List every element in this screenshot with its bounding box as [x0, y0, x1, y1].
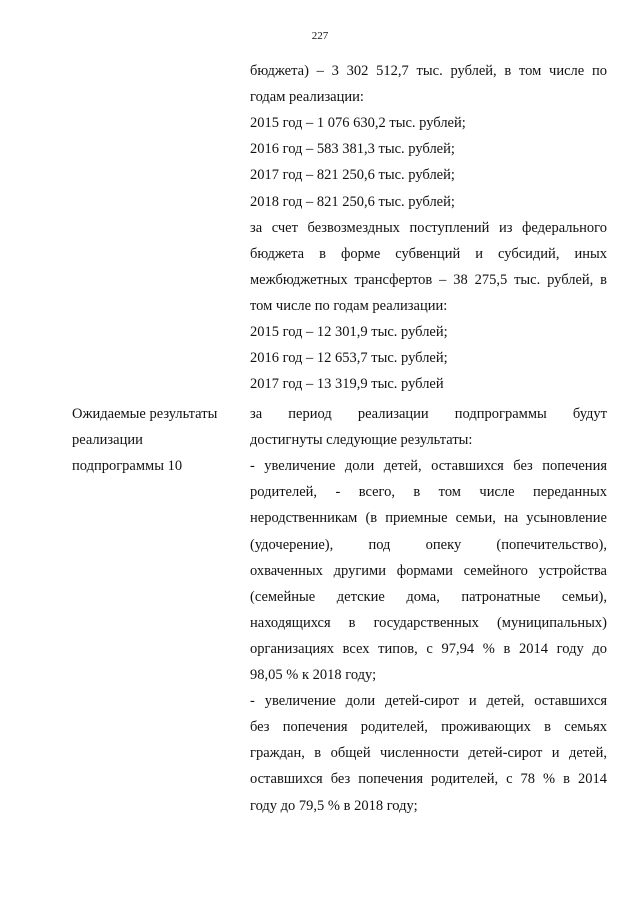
results-line: находящихся в государственных (муниципальных) — [250, 614, 607, 631]
results-label-line: Ожидаемые результаты — [72, 406, 218, 422]
funding-line: бюджета в форме субвенций и субсидий, иных — [250, 245, 607, 262]
funding-line: годам реализации: — [250, 89, 364, 106]
results-line: достигнуты следующие результаты: — [250, 432, 473, 449]
funding-line: 2017 год – 13 319,9 тыс. рублей — [250, 376, 444, 393]
results-line: организациях всех типов, с 97,94 % в 2014 году до — [250, 640, 607, 657]
results-line: (семейные детские дома, патронатные семьи), — [250, 588, 607, 605]
results-label-line: реализации — [72, 432, 143, 449]
page-number: 227 — [311, 30, 329, 42]
results-line: - увеличение доли детей-сирот и детей, оставшихся — [250, 693, 607, 710]
funding-line: межбюджетных трансфертов – 38 275,5 тыс. рублей, в — [250, 271, 607, 288]
results-line: без попечения родителей, проживающих в семьях — [250, 719, 607, 736]
results-line: охваченных другими формами семейного устройства — [250, 562, 607, 579]
results-line: за период реализации подпрограммы будут — [250, 406, 607, 422]
funding-line: 2015 год – 1 076 630,2 тыс. рублей; — [250, 115, 466, 132]
results-line: оставшихся без попечения родителей, с 78 % в 2014 — [250, 771, 607, 788]
results-label-line: подпрограммы 10 — [72, 458, 183, 475]
funding-line: том числе по годам реализации: — [250, 297, 448, 314]
funding-line: 2018 год – 821 250,6 тыс. рублей; — [250, 193, 455, 210]
funding-line: бюджета) – 3 302 512,7 тыс. рублей, в том числе по — [250, 63, 607, 79]
results-line: году до 79,5 % в 2018 году; — [250, 797, 418, 814]
funding-line: 2016 год – 12 653,7 тыс. рублей; — [250, 350, 448, 367]
funding-line: 2016 год – 583 381,3 тыс. рублей; — [250, 141, 455, 158]
funding-line: за счет безвозмездных поступлений из федерального — [250, 219, 607, 236]
results-line: (удочерение), под опеку (попечительство), — [250, 536, 607, 553]
results-line: родителей, - всего, в том числе переданных — [250, 484, 607, 501]
results-line: неродственникам (в приемные семьи, на усыновление — [250, 510, 607, 527]
funding-line: 2015 год – 12 301,9 тыс. рублей; — [250, 324, 448, 340]
results-line: 98,05 % к 2018 году; — [250, 667, 377, 683]
funding-line: 2017 год – 821 250,6 тыс. рублей; — [250, 167, 455, 184]
results-line: - увеличение доли детей, оставшихся без попечения — [250, 458, 607, 475]
results-line: граждан, в общей численности детей-сирот и детей, — [250, 745, 607, 762]
